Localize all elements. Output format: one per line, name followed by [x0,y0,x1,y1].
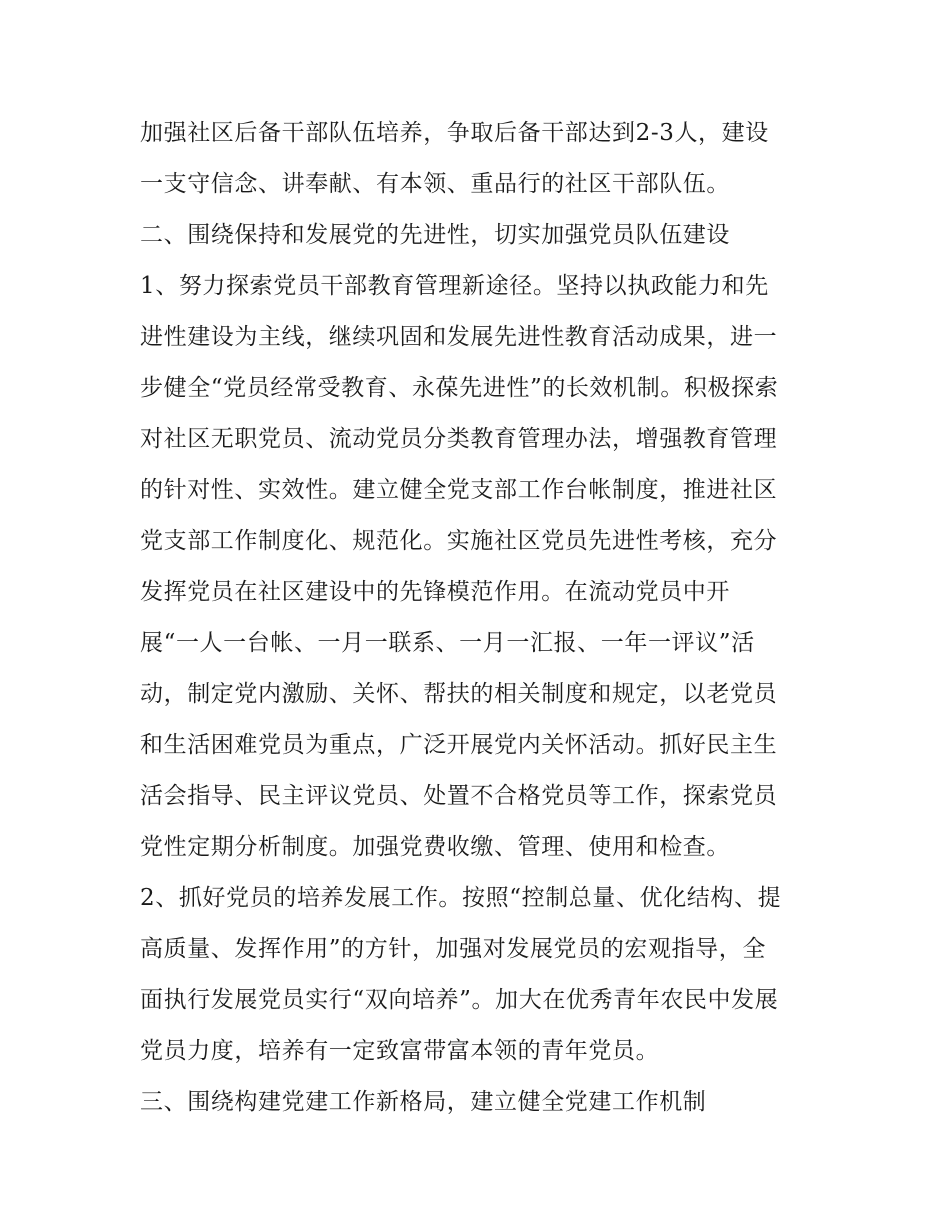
section-heading: 三、围绕构建党建工作新格局，建立健全党建工作机制 [140,1089,707,1115]
text-line: 党性定期分析制度。加强党费收缴、管理、使用和检查。 [140,834,730,860]
body-text [140,108,820,1128]
text-line: 步健全“党员经常受教育、永葆先进性”的长效机制。积极探索 [140,375,779,401]
text-line: 展“一人一台帐、一月一联系、一月一汇报、一年一评议”活 [140,630,755,656]
text-line: 2、抓好党员的培养发展工作。按照“控制总量、优化结构、提 [140,885,782,911]
text-line: 加强社区后备干部队伍培养，争取后备干部达到2-3人，建设 [140,120,769,146]
text-line: 高质量、发挥作用”的方针，加强对发展党员的宏观指导，全 [140,936,766,962]
text-line: 进性建设为主线，继续巩固和发展先进性教育活动成果，进一 [140,324,778,350]
text-line: 1、努力探索党员干部教育管理新途径。坚持以执政能力和先 [140,273,769,299]
text-line: 和生活困难党员为重点，广泛开展党内关怀活动。抓好民主生 [140,732,778,758]
text-line: 党支部工作制度化、规范化。实施社区党员先进性考核，充分 [140,528,778,554]
text-line: 对社区无职党员、流动党员分类教育管理办法，增强教育管理 [140,426,778,452]
text-line: 的针对性、实效性。建立健全党支部工作台帐制度，推进社区 [140,477,778,503]
text-line: 党员力度，培养有一定致富带富本领的青年党员。 [140,1038,660,1064]
section-heading: 二、围绕保持和发展党的先进性，切实加强党员队伍建设 [140,222,730,248]
text-line: 动，制定党内激励、关怀、帮扶的相关制度和规定，以老党员 [140,681,778,707]
text-line: 面执行发展党员实行“双向培养”。加大在优秀青年农民中发展 [140,987,779,1013]
text-line: 一支守信念、讲奉献、有本领、重品行的社区干部队伍。 [140,171,730,197]
text-line: 发挥党员在社区建设中的先锋模范作用。在流动党员中开 [140,579,730,605]
text-line: 活会指导、民主评议党员、处置不合格党员等工作，探索党员 [140,783,778,809]
